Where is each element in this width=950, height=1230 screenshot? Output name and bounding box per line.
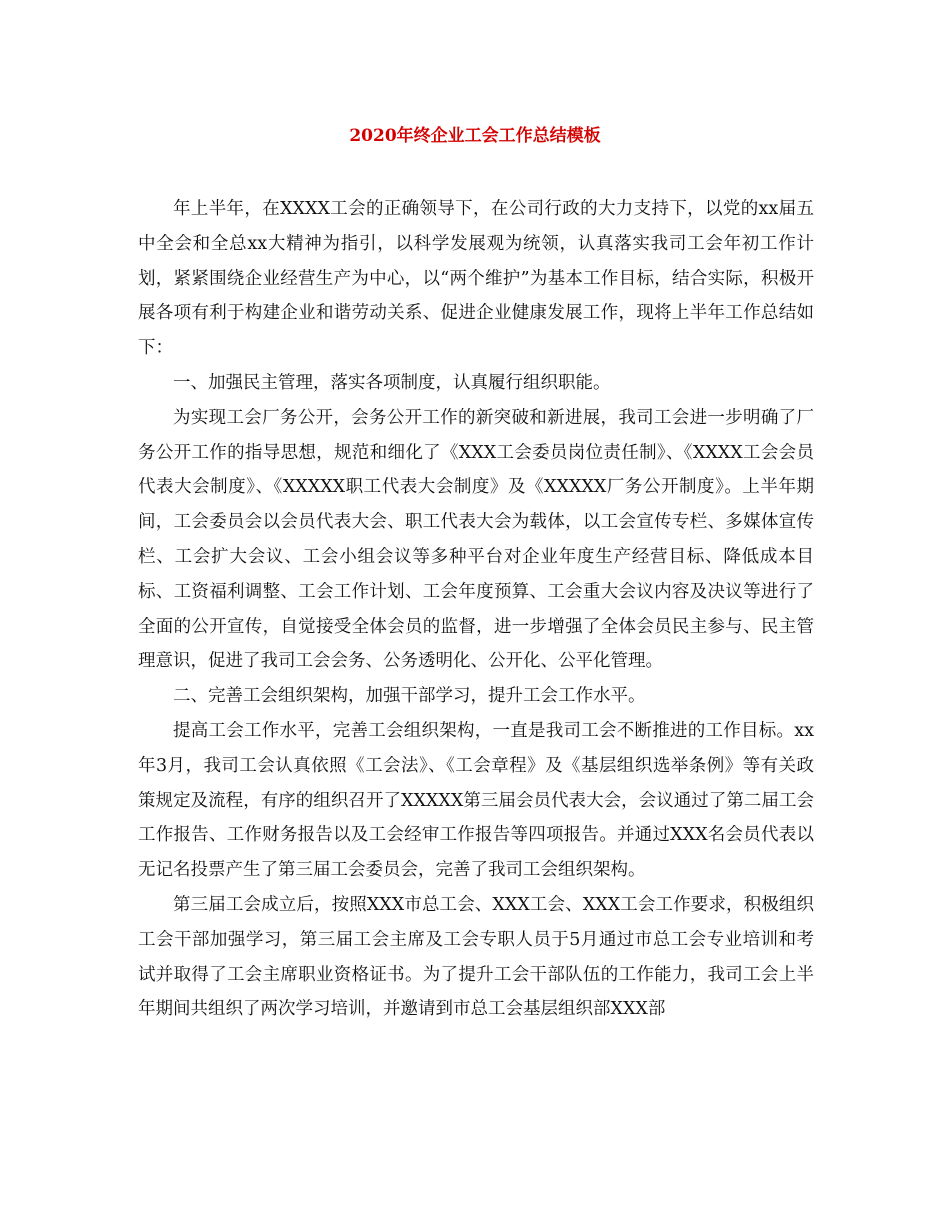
section-heading-2: 二、完善工会组织架构，加强干部学习，提升工会工作水平。 [173,686,646,707]
section-heading-1: 一、加强民主管理，落实各项制度，认真履行组织职能。 [173,372,611,393]
paragraph-section-2a: 提高工会工作水平，完善工会组织架构，一直是我司工会不断推进的工作目标。xx年3月，我司工会认真依照《工会法》、《工会章程》及《基层组织选举条例》等有关政策规定及流程，有序的组织召开了XXXXX第三届会员代表大会，会议通过了第二届工会工作报告、工作财务报告以及工会经审工作报告等四项报告。并通过XXX名会员代表以无记名投票产生了第三届工会委员会，完善了我司工会组织架构。 [138,720,814,881]
document-body [138,192,814,1027]
paragraph-section-1: 为实现工会厂务公开，会务公开工作的新突破和新进展，我司工会进一步明确了厂务公开工作的指导思想，规范和细化了《XXX工会委员岗位责任制》、《XXXX工会会员代表大会制度》、《XXXXX职工代表大会制度》及《XXXXX厂务公开制度》。上半年期间，工会委员会以会员代表大会、职工代表大会为载体，以工会宣传专栏、多媒体宣传栏、工会扩大会议、工会小组会议等多种平台对企业年度生产经营目标、降低成本目标、工资福利调整、工会工作计划、工会年度预算、工会重大会议内容及决议等进行了全面的公开宣传，自觉接受全体会员的监督，进一步增强了全体会员民主参与、民主管理意识，促进了我司工会会务、公务透明化、公开化、公平化管理。 [138,407,814,672]
paragraph-section-2b: 第三届工会成立后，按照XXX市总工会、XXX工会、XXX工会工作要求，积极组织工会干部加强学习，第三届工会主席及工会专职人员于5月通过市总工会专业培训和考试并取得了工会主席职业资格证书。为了提升工会干部队伍的工作能力，我司工会上半年期间共组织了两次学习培训，并邀请到市总工会基层组织部XXX部 [138,894,814,1020]
document-title: 2020年终企业工会工作总结模板 [349,126,601,146]
paragraph-intro: 年上半年，在XXXX工会的正确领导下，在公司行政的大力支持下，以党的xx届五中全会和全总xx大精神为指引，以科学发展观为统领，认真落实我司工会年初工作计划，紧紧围绕企业经营生产为中心，以“两个维护”为基本工作目标，结合实际，积极开展各项有利于构建企业和谐劳动关系、促进企业健康发展工作，现将上半年工作总结如下： [138,199,814,359]
